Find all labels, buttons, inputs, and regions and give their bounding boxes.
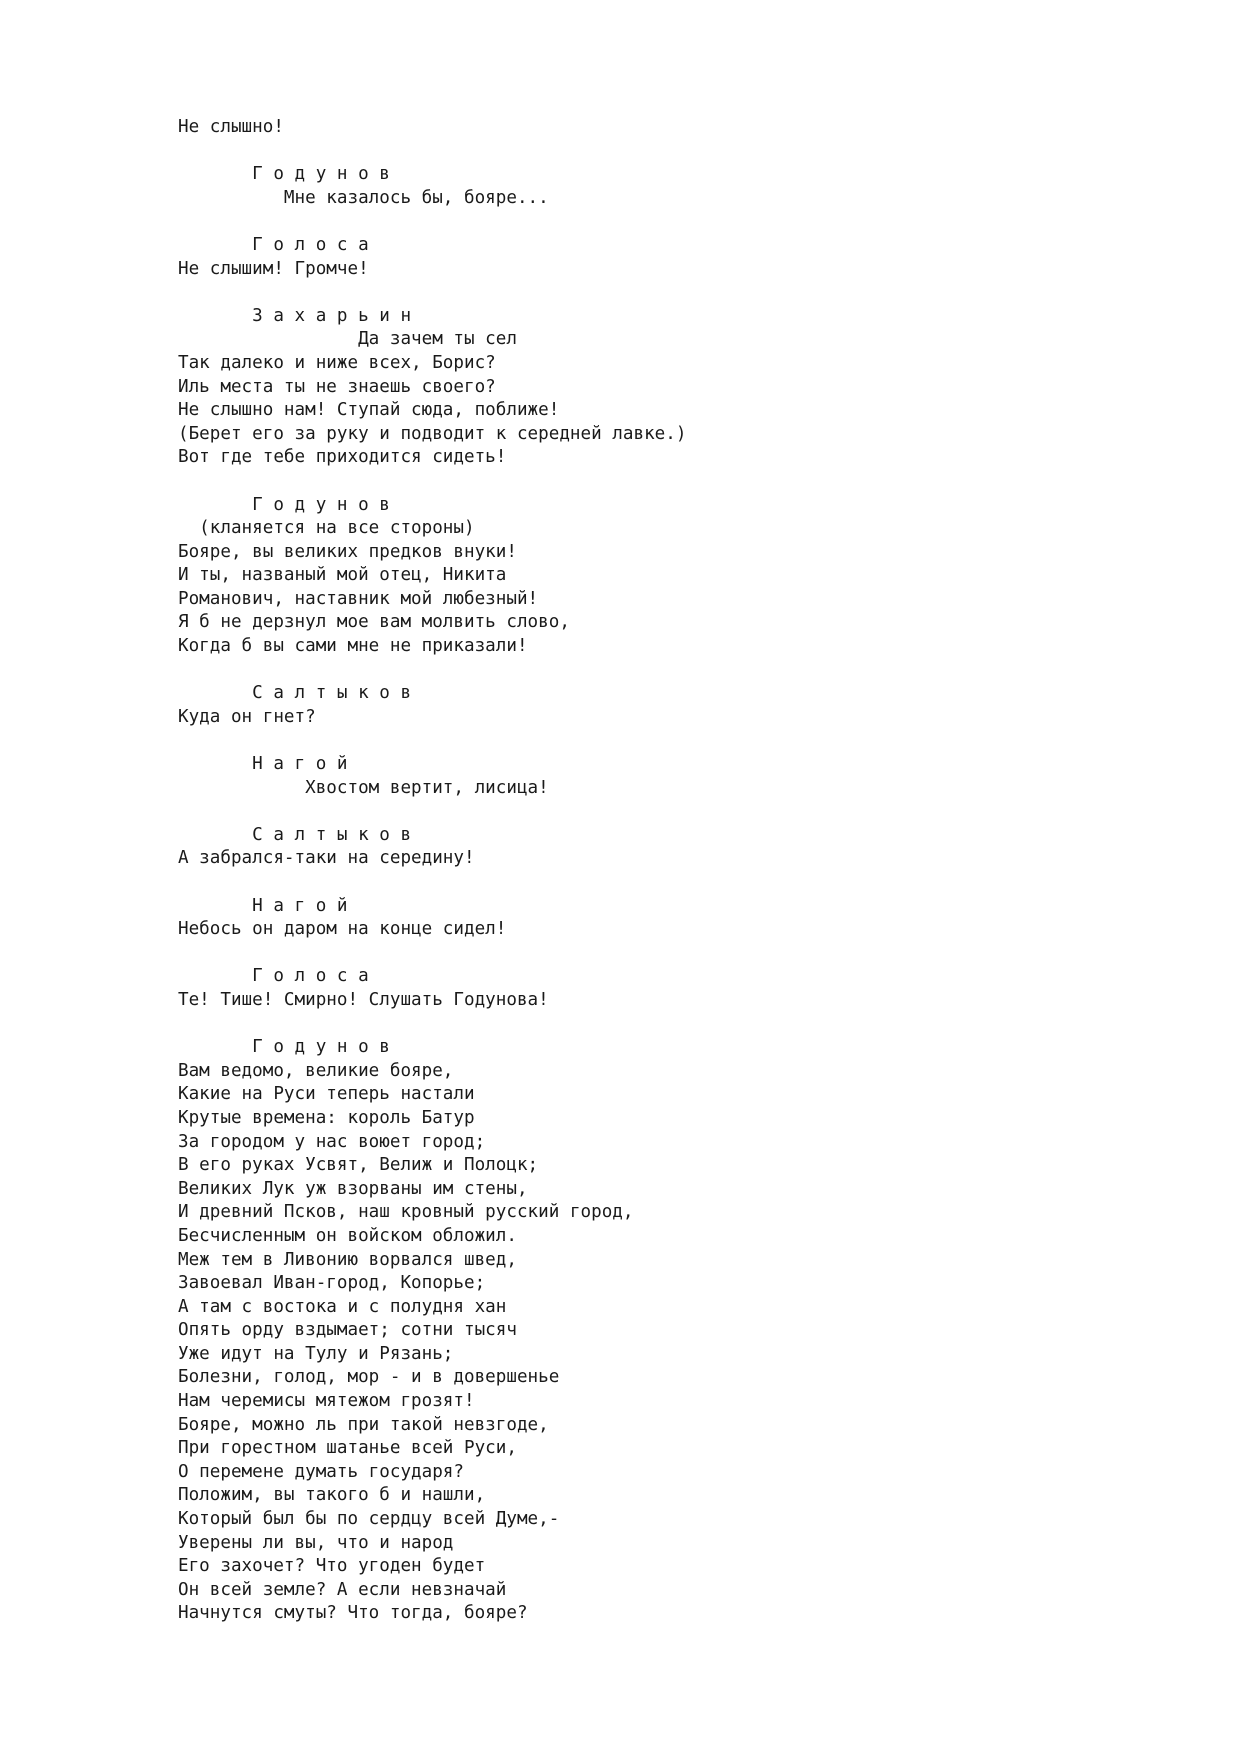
text-line: И ты, названый мой отец, Никита (178, 565, 507, 586)
text-line: Он всей земле? А если невзначай (178, 1579, 507, 1600)
text-line: Куда он гнет? (178, 706, 316, 727)
text-line: За городом у нас воюет город; (178, 1131, 486, 1152)
play-text (178, 116, 686, 1626)
text-line: Иль места ты не знаешь своего? (178, 376, 496, 397)
text-line: Положим, вы такого б и нашли, (178, 1485, 486, 1506)
text-line: Когда б вы сами мне не приказали! (178, 636, 528, 657)
text-line: А забрался-таки на середину! (178, 848, 475, 869)
blank-line (178, 470, 686, 494)
text-line: Бояре, можно ль при такой невзгоде, (178, 1414, 549, 1435)
text-line: Вот где тебе приходится сидеть! (178, 447, 507, 468)
speaker-name: Г о д у н о в (178, 1037, 390, 1058)
blank-line (178, 942, 686, 966)
stage-direction: (Берет его за руку и подводит к середней лавке.) (178, 423, 687, 444)
text-line: Нам черемисы мятежом грозят! (178, 1391, 475, 1412)
speaker-name: Н а г о й (178, 895, 348, 916)
speaker-name: Г о д у н о в (178, 164, 390, 185)
text-line: Крутые времена: король Батур (178, 1107, 475, 1128)
blank-line (178, 659, 686, 683)
speaker-name: Г о л о с а (178, 966, 369, 987)
text-line: Уверены ли вы, что и народ (178, 1532, 454, 1553)
text-line: В его руках Усвят, Велиж и Полоцк; (178, 1155, 539, 1176)
speaker-name: Г о л о с а (178, 234, 369, 255)
text-line: Бояре, вы великих предков внуки! (178, 541, 517, 562)
speaker-name: Н а г о й (178, 754, 348, 775)
text-line: Мне казалось бы, бояре... (178, 187, 549, 208)
text-line: Так далеко и ниже всех, Борис? (178, 352, 496, 373)
speaker-name: З а х а р ь и н (178, 305, 412, 326)
text-line: Который был бы по сердцу всей Думе,- (178, 1509, 560, 1530)
text-line: Какие на Руси теперь настали (178, 1084, 475, 1105)
text-line: Бесчисленным он войском обложил. (178, 1225, 517, 1246)
blank-line (178, 281, 686, 305)
blank-line (178, 210, 686, 234)
text-line: А там с востока и с полудня хан (178, 1296, 507, 1317)
text-line: Те! Тише! Смирно! Слушать Годунова! (178, 989, 549, 1010)
text-line: Небось он даром на конце сидел! (178, 919, 507, 940)
blank-line (178, 871, 686, 895)
text-line: При горестном шатанье всей Руси, (178, 1438, 517, 1459)
text-line: Его захочет? Что угоден будет (178, 1556, 486, 1577)
text-line: Меж тем в Ливонию ворвался швед, (178, 1249, 517, 1270)
text-line: Завоевал Иван-город, Копорье; (178, 1273, 486, 1294)
text-line: Романович, наставник мой любезный! (178, 588, 539, 609)
text-line: Хвостом вертит, лисица! (178, 777, 549, 798)
stage-direction: (кланяется на все стороны) (178, 518, 475, 539)
text-line: О перемене думать государя? (178, 1461, 464, 1482)
blank-line (178, 140, 686, 164)
blank-line (178, 800, 686, 824)
text-line: Не слышно нам! Ступай сюда, поближе! (178, 400, 560, 421)
speaker-name: С а л т ы к о в (178, 683, 412, 704)
text-line: Болезни, голод, мор - и в довершенье (178, 1367, 560, 1388)
text-line: Уже идут на Тулу и Рязань; (178, 1343, 454, 1364)
text-line: Я б не дерзнул мое вам молвить слово, (178, 612, 570, 633)
speaker-name: Г о д у н о в (178, 494, 390, 515)
text-line: Не слышим! Громче! (178, 258, 369, 279)
text-line: И древний Псков, наш кровный русский город, (178, 1202, 634, 1223)
speaker-name: С а л т ы к о в (178, 824, 412, 845)
text-line: Да зачем ты сел (178, 329, 517, 350)
blank-line (178, 729, 686, 753)
blank-line (178, 1013, 686, 1037)
text-line: Не слышно! (178, 117, 284, 137)
text-line: Опять орду вздымает; сотни тысяч (178, 1320, 517, 1341)
text-line: Начнутся смуты? Что тогда, бояре? (178, 1603, 528, 1624)
text-line: Великих Лук уж взорваны им стены, (178, 1178, 528, 1199)
text-line: Вам ведомо, великие бояре, (178, 1060, 454, 1081)
